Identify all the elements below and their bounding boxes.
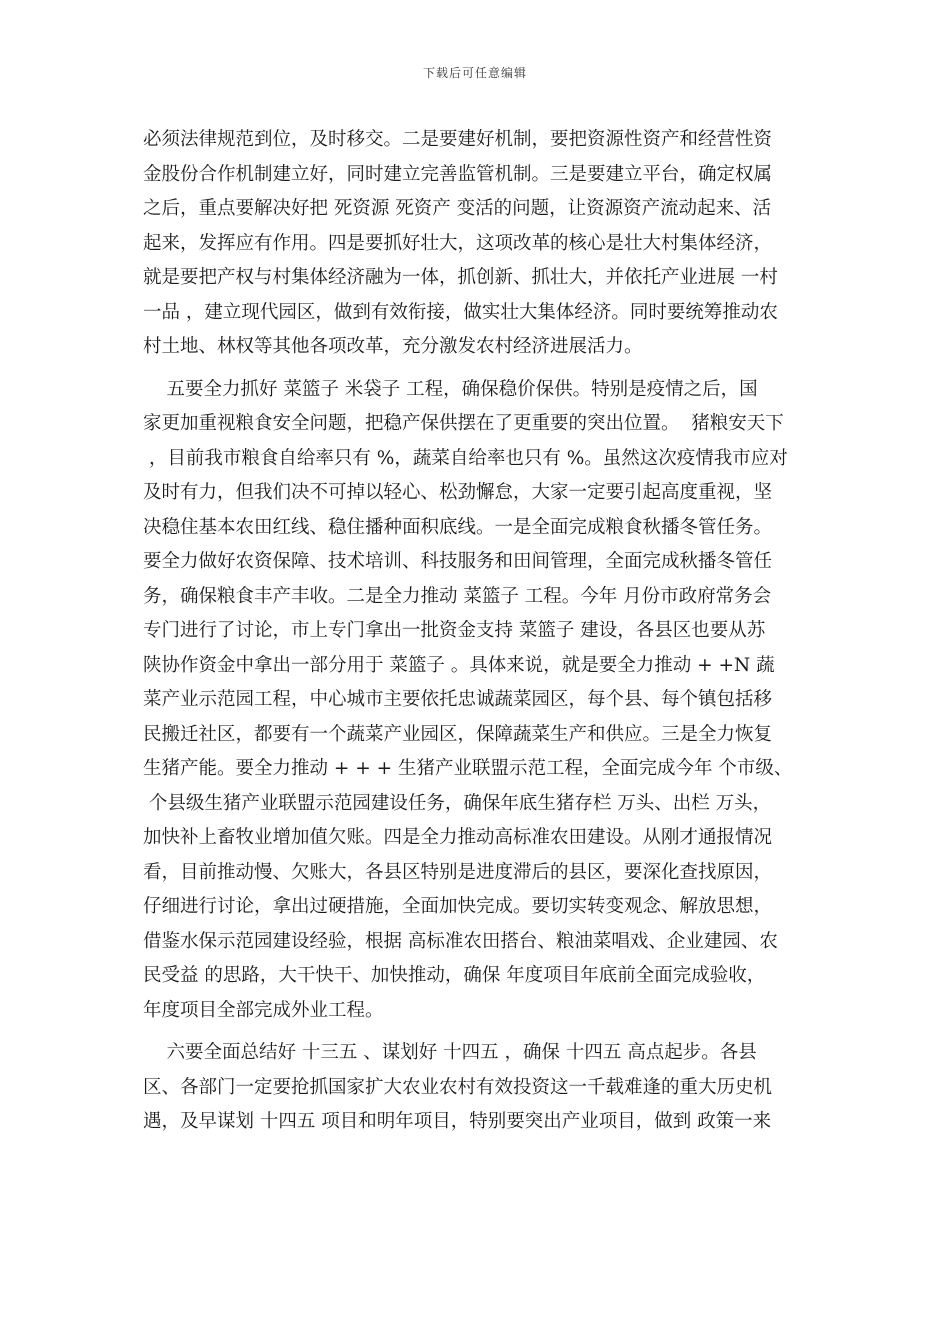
text-line: 陕协作资金中拿出一部分用于 菜篮子 。具体来说，就是要全力推动 + +N 蔬: [143, 654, 775, 676]
text-line: 及时有力，但我们决不可掉以轻心、松劲懈怠，大家一定要引起高度重视，坚: [143, 482, 773, 503]
text-line: 菜产业示范园工程，中心城市主要依托忠诚蔬菜园区，每个县、每个镇包括移: [143, 689, 773, 710]
text-line: 专门进行了讨论，市上专门拿出一批资金支持 菜篮子 建设，各县区也要从苏: [143, 620, 766, 641]
text-line: ，目前我市粮食自给率只有 %，蔬菜自给率也只有 %。虽然这次疫情我市应对: [143, 447, 788, 469]
text-line: 金股份合作机制建立好，同时建立完善监管机制。三是要建立平台，确定权属: [143, 163, 773, 185]
page-header: 下载后可任意编辑: [422, 66, 527, 80]
text-line: 加快补上畜牧业增加值欠账。四是全力推动高标准农田建设。从刚才通报情况: [143, 827, 773, 848]
text-line: 之后，重点要解决好把 死资源 死资产 变活的问题，让资源资产流动起来、活: [143, 198, 772, 219]
paragraph: [143, 373, 805, 1029]
text-line: 六要全面总结好 十三五 、谋划好 十四五 ，确保 十四五 高点起步。各县: [143, 1042, 757, 1063]
text-line: 借鉴水保示范园建设经验，根据 高标准农田搭台、粮油菜唱戏、企业建园、农: [143, 930, 778, 952]
paragraph: [143, 123, 805, 365]
text-line: 遇，及早谋划 十四五 项目和明年项目，特别要突出产业项目，做到 政策一来: [143, 1111, 772, 1132]
text-line: 必须法律规范到位，及时移交。二是要建好机制，要把资源性资产和经营性资: [143, 129, 773, 150]
paragraph-gap: [143, 1028, 805, 1036]
text-line: 一品 ，建立现代园区，做到有效衔接，做实壮大集体经济。同时要统筹推动农: [143, 301, 778, 323]
text-line: 民搬迁社区，都要有一个蔬菜产业园区，保障蔬菜生产和供应。三是全力恢复: [143, 723, 773, 745]
text-line: 看，目前推动慢、欠账大，各县区特别是进度滞后的县区，要深化查找原因，: [143, 861, 773, 883]
text-line: 决稳住基本农田红线、稳住播种面积底线。一是全面完成粮食秋播冬管任务。: [143, 516, 773, 538]
text-line: 起来，发挥应有作用。四是要抓好壮大，这项改革的核心是壮大村集体经济，: [143, 232, 773, 254]
paragraph: [143, 1036, 805, 1140]
text-line: 区、各部门一定要抢抓国家扩大农业农村有效投资这一千载难逢的重大历史机: [143, 1076, 773, 1098]
text-line: 年度项目全部完成外业工程。: [143, 999, 384, 1021]
text-line: 家更加重视粮食安全问题，把稳产保供摆在了更重要的突出位置。 猪粮安天下: [143, 413, 784, 434]
text-line: 仔细进行讨论，拿出过硬措施，全面加快完成。要切实转变观念、解放思想，: [143, 896, 773, 917]
text-line: 生猪产能。要全力推动 + + + 生猪产业联盟示范工程，全面完成今年 个市级、: [143, 758, 793, 779]
text-line: 个县级生猪产业联盟示范园建设任务，确保年底生猪存栏 万头、出栏 万头，: [143, 792, 772, 814]
text-line: 就是要把产权与村集体经济融为一体，抓创新、抓壮大，并依托产业进展 一村: [143, 267, 778, 288]
text-line: 民受益 的思路，大干快干、加快推动，确保 年度项目年底前全面完成验收，: [143, 965, 766, 986]
text-line: 村土地、林权等其他各项改革，充分激发农村经济进展活力。: [143, 336, 643, 357]
document-body: [143, 123, 805, 1140]
text-line: 务，确保粮食丰产丰收。二是全力推动 菜篮子 工程。今年 月份市政府常务会: [143, 585, 772, 607]
text-line: 要全力做好农资保障、技术培训、科技服务和田间管理，全面完成秋播冬管任: [143, 551, 773, 572]
paragraph-gap: [143, 365, 805, 373]
text-line: 五要全力抓好 菜篮子 米袋子 工程，确保稳价保供。特别是疫情之后，国: [143, 378, 758, 400]
